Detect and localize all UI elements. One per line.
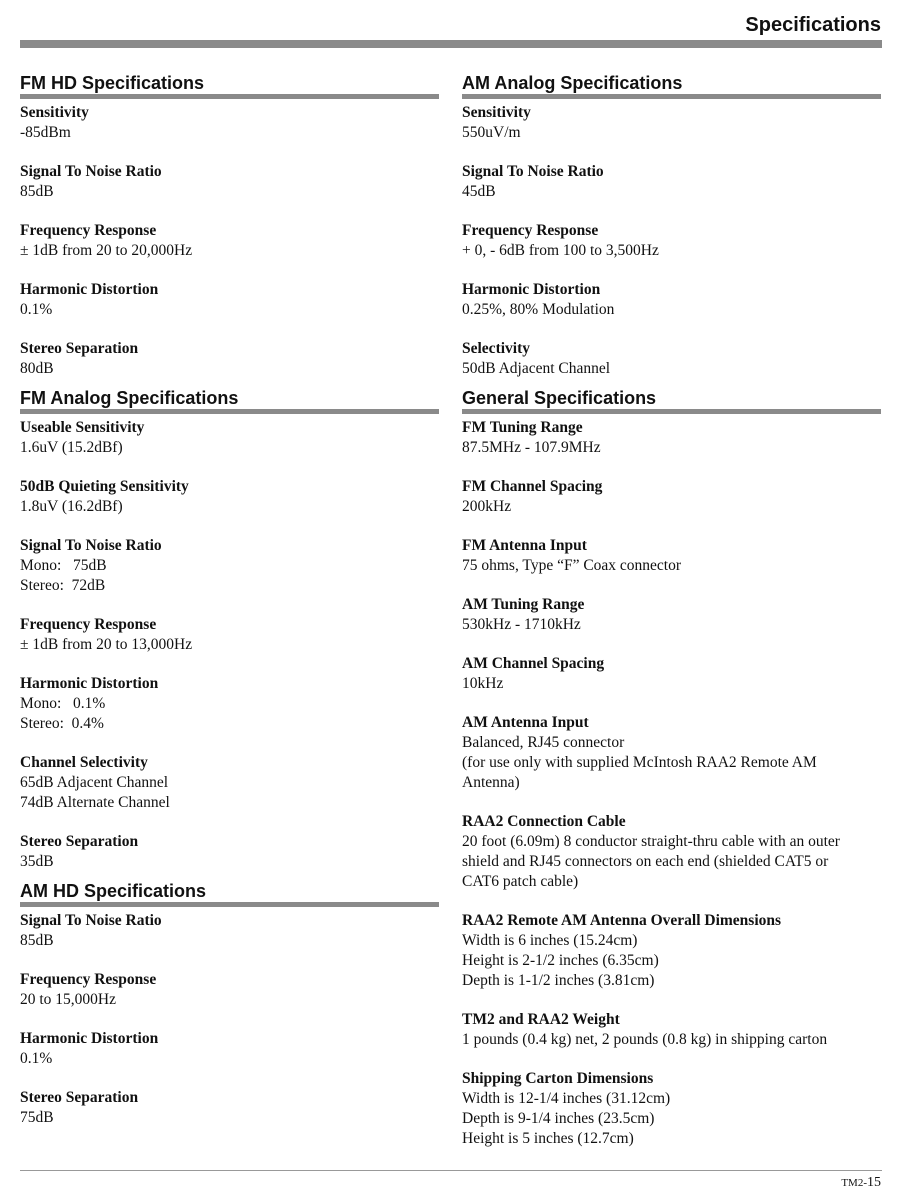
spec-signal-to-noise-ratio: [20, 162, 439, 202]
spec-value: ± 1dB from 20 to 20,000Hz: [20, 242, 193, 259]
page-title: Specifications: [745, 14, 881, 36]
spec-value: 0.1%: [20, 301, 53, 318]
section-am-analog-specifications: [462, 72, 881, 379]
spec-value: + 0, - 6dB from 100 to 3,500Hz: [462, 242, 659, 259]
spec-frequency-response: [462, 221, 881, 261]
section-heading: General Specifications: [462, 387, 881, 414]
spec-label: Frequency Response: [20, 616, 157, 633]
spec-raa2-connection-cable: [462, 812, 881, 892]
spec-value: Width is 12-1/4 inches (31.12cm): [462, 1090, 671, 1107]
spec-fm-channel-spacing: [462, 477, 881, 517]
section-general-specifications: [462, 387, 881, 1149]
spec-value: 1.8uV (16.2dBf): [20, 498, 123, 515]
page-number: [841, 1175, 881, 1191]
spec-label: Frequency Response: [20, 222, 157, 239]
spec-signal-to-noise-ratio: [20, 911, 439, 951]
right-column: [462, 72, 881, 1157]
spec-useable-sensitivity: [20, 418, 439, 458]
spec-fm-antenna-input: [462, 536, 881, 576]
spec-value: Width is 6 inches (15.24cm): [462, 932, 638, 949]
spec-am-tuning-range: [462, 595, 881, 635]
spec-value: shield and RJ45 connectors on each end (shielded CAT5 or: [462, 853, 829, 870]
page-prefix: TM2-: [841, 1177, 867, 1189]
page-number-value: 15: [867, 1175, 881, 1190]
spec-channel-selectivity: [20, 753, 439, 813]
spec-value: 45dB: [462, 183, 496, 200]
spec-harmonic-distortion: [20, 1029, 439, 1069]
spec-label: Selectivity: [462, 340, 531, 357]
section-heading: AM Analog Specifications: [462, 72, 881, 99]
footer-rule: [20, 1170, 882, 1171]
spec-value: 1 pounds (0.4 kg) net, 2 pounds (0.8 kg) in shipping carton: [462, 1031, 828, 1048]
spec-label: 50dB Quieting Sensitivity: [20, 478, 189, 495]
spec-tm2-and-raa2-weight: [462, 1010, 881, 1050]
spec-value: 50dB Adjacent Channel: [462, 360, 611, 377]
spec-value: 550uV/m: [462, 124, 521, 141]
spec-value: Antenna): [462, 774, 520, 791]
spec-label: Useable Sensitivity: [20, 419, 145, 436]
spec-stereo-separation: [20, 832, 439, 872]
spec-shipping-carton-dimensions: [462, 1069, 881, 1149]
spec-am-channel-spacing: [462, 654, 881, 694]
spec-value: Depth is 9-1/4 inches (23.5cm): [462, 1110, 655, 1127]
spec-value: -85dBm: [20, 124, 71, 141]
spec-label: Harmonic Distortion: [20, 1030, 159, 1047]
spec-frequency-response: [20, 970, 439, 1010]
spec-label: AM Channel Spacing: [462, 655, 605, 672]
header-rule: [20, 40, 882, 48]
spec-label: Harmonic Distortion: [462, 281, 601, 298]
spec-value: 75dB: [20, 1109, 54, 1126]
section-heading: FM HD Specifications: [20, 72, 439, 99]
spec-signal-to-noise-ratio: [20, 536, 439, 596]
spec-value: 20 to 15,000Hz: [20, 991, 117, 1008]
spec-50db-quieting-sensitivity: [20, 477, 439, 517]
spec-value: ± 1dB from 20 to 13,000Hz: [20, 636, 193, 653]
spec-label: Harmonic Distortion: [20, 675, 159, 692]
spec-label: Signal To Noise Ratio: [20, 163, 162, 180]
spec-harmonic-distortion: [462, 280, 881, 320]
spec-label: FM Channel Spacing: [462, 478, 603, 495]
spec-label: FM Antenna Input: [462, 537, 587, 554]
spec-harmonic-distortion: [20, 280, 439, 320]
spec-label: Frequency Response: [20, 971, 157, 988]
spec-label: AM Tuning Range: [462, 596, 585, 613]
spec-frequency-response: [20, 615, 439, 655]
spec-value: 0.25%, 80% Modulation: [462, 301, 615, 318]
spec-label: Sensitivity: [462, 104, 531, 121]
spec-value: 20 foot (6.09m) 8 conductor straight-thru cable with an outer: [462, 833, 840, 850]
spec-value: 10kHz: [462, 675, 504, 692]
spec-value: 87.5MHz - 107.9MHz: [462, 439, 601, 456]
spec-fm-tuning-range: [462, 418, 881, 458]
spec-sensitivity: [462, 103, 881, 143]
spec-signal-to-noise-ratio: [462, 162, 881, 202]
spec-label: Channel Selectivity: [20, 754, 148, 771]
spec-value: 1.6uV (15.2dBf): [20, 439, 123, 456]
spec-value: 85dB: [20, 183, 54, 200]
spec-value: Height is 5 inches (12.7cm): [462, 1130, 634, 1147]
spec-value: 0.1%: [20, 1050, 53, 1067]
spec-stereo-separation: [20, 1088, 439, 1128]
spec-label: Stereo Separation: [20, 340, 139, 357]
left-column: [20, 72, 439, 1136]
spec-value: Height is 2-1/2 inches (6.35cm): [462, 952, 659, 969]
spec-label: AM Antenna Input: [462, 714, 589, 731]
spec-value: 200kHz: [462, 498, 512, 515]
spec-label: RAA2 Connection Cable: [462, 813, 626, 830]
spec-raa2-remote-am-antenna-overall-dimensions: [462, 911, 881, 991]
spec-value: Balanced, RJ45 connector: [462, 734, 625, 751]
spec-selectivity: [462, 339, 881, 379]
section-am-hd-specifications: [20, 880, 439, 1128]
spec-value: Depth is 1-1/2 inches (3.81cm): [462, 972, 655, 989]
spec-value: Stereo: 72dB: [20, 577, 106, 594]
spec-label: Signal To Noise Ratio: [20, 912, 162, 929]
spec-label: Stereo Separation: [20, 1089, 139, 1106]
spec-value: (for use only with supplied McIntosh RAA2 Remote AM: [462, 754, 817, 771]
spec-value: 65dB Adjacent Channel: [20, 774, 169, 791]
spec-am-antenna-input: [462, 713, 881, 793]
spec-harmonic-distortion: [20, 674, 439, 734]
spec-value: Mono: 0.1%: [20, 695, 106, 712]
spec-value: 85dB: [20, 932, 54, 949]
spec-value: 74dB Alternate Channel: [20, 794, 170, 811]
spec-label: FM Tuning Range: [462, 419, 583, 436]
section-heading: AM HD Specifications: [20, 880, 439, 907]
section-heading: FM Analog Specifications: [20, 387, 439, 414]
spec-value: 35dB: [20, 853, 54, 870]
spec-label: Shipping Carton Dimensions: [462, 1070, 654, 1087]
spec-value: Mono: 75dB: [20, 557, 107, 574]
spec-stereo-separation: [20, 339, 439, 379]
spec-value: Stereo: 0.4%: [20, 715, 104, 732]
spec-label: Stereo Separation: [20, 833, 139, 850]
spec-sensitivity: [20, 103, 439, 143]
section-fm-hd-specifications: [20, 72, 439, 379]
spec-label: Harmonic Distortion: [20, 281, 159, 298]
spec-label: TM2 and RAA2 Weight: [462, 1011, 620, 1028]
spec-value: 75 ohms, Type “F” Coax connector: [462, 557, 682, 574]
section-fm-analog-specifications: [20, 387, 439, 872]
spec-value: 80dB: [20, 360, 54, 377]
spec-label: RAA2 Remote AM Antenna Overall Dimensions: [462, 912, 782, 929]
spec-label: Signal To Noise Ratio: [462, 163, 604, 180]
spec-label: Frequency Response: [462, 222, 599, 239]
spec-label: Sensitivity: [20, 104, 89, 121]
spec-frequency-response: [20, 221, 439, 261]
spec-value: CAT6 patch cable): [462, 873, 579, 890]
spec-label: Signal To Noise Ratio: [20, 537, 162, 554]
spec-value: 530kHz - 1710kHz: [462, 616, 581, 633]
